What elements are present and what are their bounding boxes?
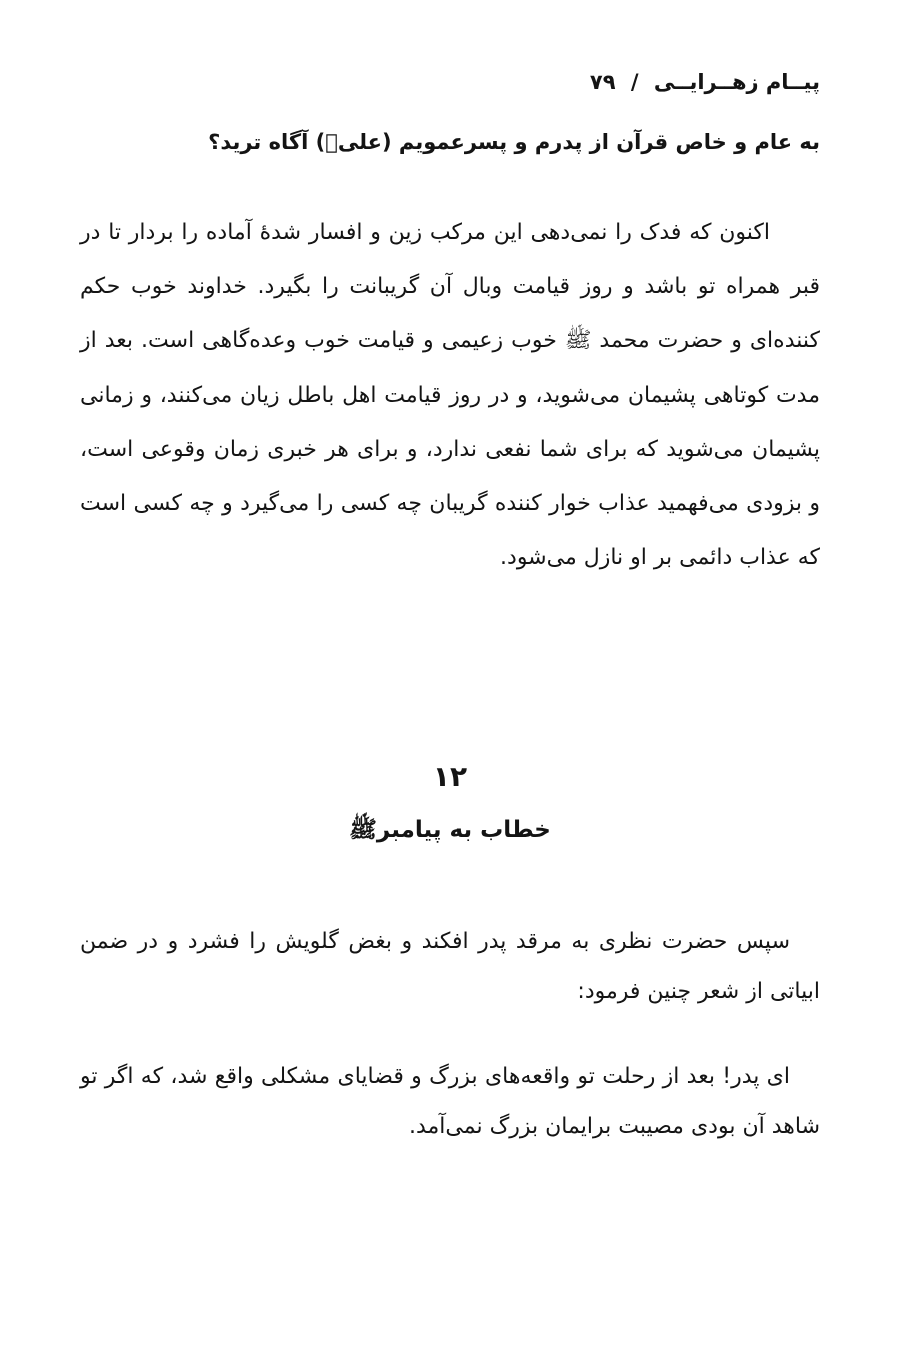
- question-line: به عام و خاص قرآن از پدرم و پسرعمویم (علیؑ) آگاه ترید؟: [208, 130, 820, 154]
- header-separator: /: [630, 70, 639, 94]
- paragraph-3: ای پدر! بعد از رحلت تو واقعه‌های بزرگ و قضایای مشکلی واقع شد، که اگر تو شاهد آن بودی مصیبت برایمان بزرگ نمی‌آمد.: [80, 1064, 820, 1139]
- section-title: خطاب به پیامبرﷺ: [349, 817, 551, 843]
- section-number: ۱۲: [432, 760, 468, 793]
- running-header: [80, 70, 820, 94]
- page-number: ۷۹: [589, 70, 616, 94]
- paragraph-1: اکنون که فدک را نمی‌دهی این مرکب زین و افسار شدهٔ آماده را بردار تا در قبر همراه تو باشد و روز قیامت وبال آن گریبانت را بگیرد. خداوند خوب حکم کننده‌ای و حضرت محمد ﷺ خوب زعیمی و قیامت خوب وعده‌گاهی است. بعد از مدت کوتاهی پشیمان می‌شوید، و در روز قیامت اهل باطل زیان می‌کنند، و زمانی پشیمان می‌شوید که برای شما نفعی ندارد، و برای هر خبری زمان وقوعی است، و بزودی می‌فهمید عذاب خوار کننده گریبان چه کسی را می‌گیرد و چه کسی است که عذاب دائمی بر او نازل می‌شود.: [80, 220, 820, 571]
- book-title: پیــام زهــرایــی: [653, 70, 820, 94]
- paragraph-2: سپس حضرت نظری به مرقد پدر افکند و بغض گلویش را فشرد و در ضمن ابیاتی از شعر چنین فرمود:: [80, 929, 820, 1004]
